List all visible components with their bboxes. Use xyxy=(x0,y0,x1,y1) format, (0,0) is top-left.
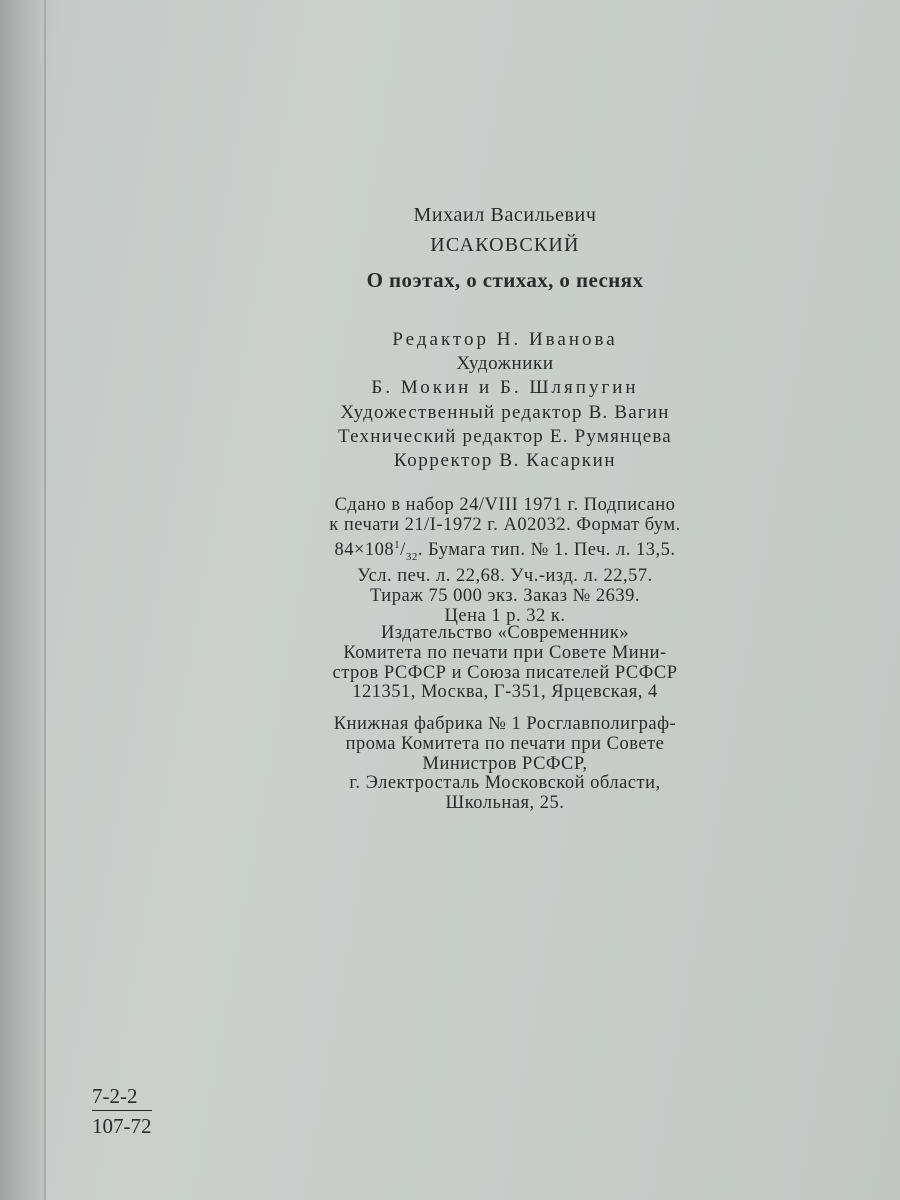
printer-line-1: Книжная фабрика № 1 Росглавполиграф- xyxy=(333,714,677,734)
catalog-index-code xyxy=(92,1082,152,1141)
paper-format: 84×108 xyxy=(334,539,395,560)
printer-line-2: прома Комитета по печати при Совете xyxy=(345,733,665,754)
author-block xyxy=(270,200,740,260)
publisher-line-1: Издательство «Современник» xyxy=(380,623,630,643)
publisher-address: 121351, Москва, Г-351, Ярцевская, 4 xyxy=(352,682,658,703)
art-editor-line: Художественный редактор В. Вагин xyxy=(340,401,670,423)
tech-editor-line: Технический редактор Е. Румянцева xyxy=(338,425,672,447)
price-line: Цена 1 р. 32 к. xyxy=(444,605,566,626)
printer-block xyxy=(270,715,740,814)
paper-format-fraction-num: 1 xyxy=(394,538,401,551)
credits-block xyxy=(270,328,740,473)
artists-label: Художники xyxy=(456,353,554,375)
author-surname: ИСАКОВСКИЙ xyxy=(430,234,580,256)
book-title: О поэтах, о стихах, о песнях xyxy=(366,268,644,292)
publisher-block xyxy=(270,624,740,703)
author-first-names: Михаил Васильевич xyxy=(413,204,597,226)
publisher-line-2: Комитета по печати при Совете Мини- xyxy=(343,642,667,663)
print-info-line-4: Усл. печ. л. 22,68. Уч.-изд. л. 22,57. xyxy=(357,566,653,587)
index-code-numerator: 7-2-2 xyxy=(92,1082,152,1111)
editor-line: Редактор Н. Иванова xyxy=(392,329,618,350)
proofreader-line: Корректор В. Касаркин xyxy=(393,450,617,472)
print-info-line-2: к печати 21/I-1972 г. А02032. Формат бум. xyxy=(329,514,681,535)
page-fold-line xyxy=(44,0,46,1200)
index-code-denominator: 107-72 xyxy=(92,1114,152,1138)
printer-line-5: Школьная, 25. xyxy=(445,793,565,814)
print-run-line: Тираж 75 000 экз. Заказ № 2639. xyxy=(369,586,641,607)
paper-format-fraction-den: 32 xyxy=(405,550,418,563)
print-info-line-3: $84\times 108^1/_{32}$. Бумага тип. № 1. Печ. л. 13,5. xyxy=(334,538,676,563)
paper-type: . Бумага тип. № 1. Печ. л. 13,5. xyxy=(417,539,676,560)
book-spine-shadow xyxy=(0,0,46,1200)
artists-names: Б. Мокин и Б. Шляпугин xyxy=(371,377,639,399)
print-info-block xyxy=(270,496,740,627)
printer-line-3: Министров РСФСР, xyxy=(422,753,588,774)
publisher-line-3: стров РСФСР и Союза писателей РСФСР xyxy=(332,662,678,683)
printer-line-4: г. Электросталь Московской области, xyxy=(349,773,661,794)
print-info-line-1: Сдано в набор 24/VIII 1971 г. Подписано xyxy=(334,495,676,515)
